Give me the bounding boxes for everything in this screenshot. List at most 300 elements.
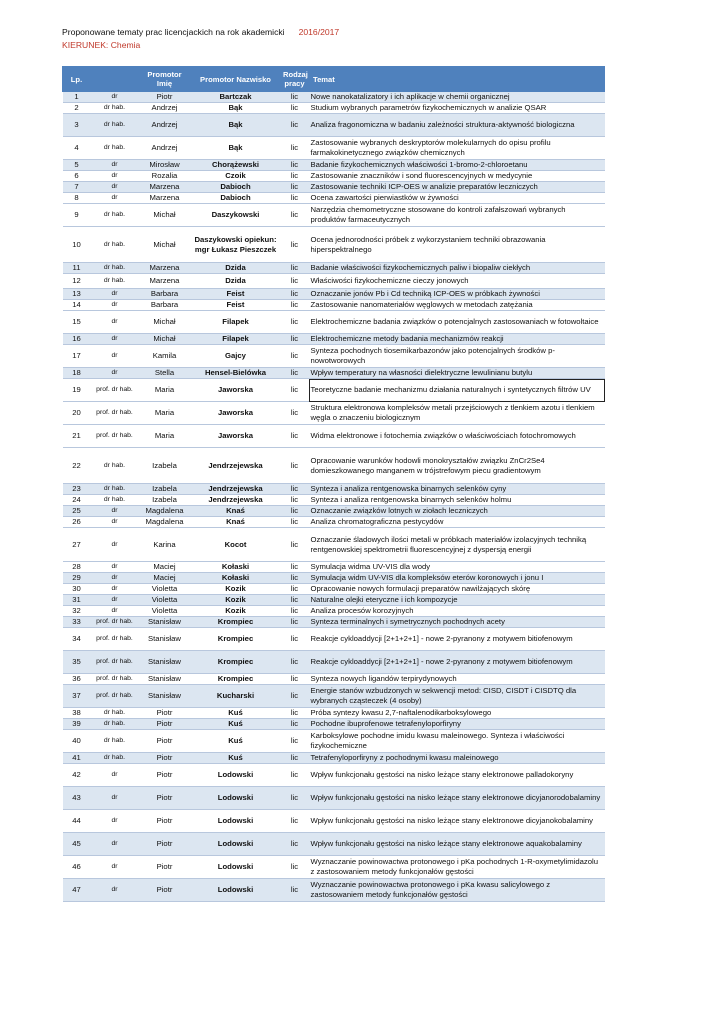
table-row [63,402,605,425]
cell-lp: 42 [63,764,91,787]
cell-type: lic [281,810,309,833]
cell-degree: dr [91,562,139,573]
cell-lp: 43 [63,787,91,810]
cell-first-name: Michał [139,311,191,334]
cell-type: lic [281,674,309,685]
cell-first-name: Stanisław [139,674,191,685]
cell-degree: dr [91,334,139,345]
department-label: KIERUNEK: Chemia [62,40,141,50]
table-row [63,103,605,114]
cell-first-name: Violetta [139,584,191,595]
cell-degree: dr hab. [91,484,139,495]
cell-first-name: Rozalia [139,171,191,182]
cell-type: lic [281,879,309,902]
table-row [63,114,605,137]
cell-topic: Synteza terminalnych i symetrycznych pochodnych acety [309,617,605,628]
cell-lp: 5 [63,160,91,171]
cell-first-name: Piotr [139,833,191,856]
cell-last-name: Knaś [191,517,281,528]
cell-first-name: Stella [139,368,191,379]
table-row [63,506,605,517]
cell-last-name: Kuś [191,708,281,719]
cell-first-name: Maria [139,425,191,448]
cell-last-name: Knaś [191,506,281,517]
cell-topic: Opracowanie nowych formulacji preparatów nawilżających skórę [309,584,605,595]
cell-first-name: Izabela [139,484,191,495]
cell-first-name: Maciej [139,562,191,573]
cell-last-name: Jaworska [191,402,281,425]
cell-type: lic [281,137,309,160]
cell-topic: Studium wybranych parametrów fizykochemicznych w analizie QSAR [309,103,605,114]
cell-topic: Próba syntezy kwasu 2,7-naftalenodikarboksylowego [309,708,605,719]
cell-lp: 18 [63,368,91,379]
cell-degree: dr hab. [91,708,139,719]
table-row [63,856,605,879]
cell-last-name: Kołaski [191,562,281,573]
cell-topic: Struktura elektronowa kompleksów metali przejściowych z tlenkiem azotu i tlenkiem węgla o znaczeniu biologicznym [309,402,605,425]
cell-degree: dr [91,528,139,562]
table-row [63,92,605,103]
cell-degree: dr hab. [91,114,139,137]
cell-lp: 46 [63,856,91,879]
cell-type: lic [281,448,309,484]
cell-degree: dr [91,856,139,879]
cell-degree: dr hab. [91,753,139,764]
table-row [63,719,605,730]
cell-degree: prof. dr hab. [91,425,139,448]
cell-last-name: Kuś [191,719,281,730]
cell-first-name: Mirosław [139,160,191,171]
cell-type: lic [281,311,309,334]
cell-first-name: Stanisław [139,685,191,708]
cell-type: lic [281,300,309,311]
cell-lp: 32 [63,606,91,617]
cell-last-name: Krompiec [191,651,281,674]
cell-last-name: Krompiec [191,674,281,685]
cell-topic: Analiza chromatograficzna pestycydów [309,517,605,528]
cell-lp: 30 [63,584,91,595]
cell-last-name: Feist [191,300,281,311]
cell-lp: 2 [63,103,91,114]
cell-degree: dr [91,300,139,311]
cell-lp: 16 [63,334,91,345]
cell-last-name: Bąk [191,103,281,114]
cell-last-name: Lodowski [191,764,281,787]
cell-degree: dr [91,345,139,368]
cell-first-name: Magdalena [139,517,191,528]
cell-lp: 27 [63,528,91,562]
cell-first-name: Izabela [139,495,191,506]
cell-lp: 21 [63,425,91,448]
cell-last-name: Dzida [191,263,281,274]
cell-last-name: Lodowski [191,856,281,879]
topics-table [62,66,605,902]
cell-type: lic [281,584,309,595]
table-row [63,193,605,204]
cell-degree: dr [91,787,139,810]
cell-last-name: Kozik [191,584,281,595]
cell-lp: 22 [63,448,91,484]
cell-topic: Narzędzia chemometryczne stosowane do kontroli zafałszowań wybranych produktów farmaceutycznych [309,204,605,227]
table-row [63,425,605,448]
cell-lp: 31 [63,595,91,606]
cell-topic: Oznaczanie śladowych ilości metali w próbkach materiałów izolacyjnych techniką rentgenowskiej spektrometrii fluorescencyjnej z dyspersją energii [309,528,605,562]
table-row [63,368,605,379]
cell-last-name: Jendrzejewska [191,448,281,484]
academic-year: 2016/2017 [298,27,340,37]
cell-topic: Właściwości fizykochemiczne cieczy jonowych [309,274,605,289]
cell-degree: dr [91,289,139,300]
cell-last-name: Chorążewski [191,160,281,171]
cell-type: lic [281,787,309,810]
cell-lp: 10 [63,227,91,263]
cell-last-name: Daszykowski [191,204,281,227]
cell-last-name: Czoik [191,171,281,182]
cell-type: lic [281,193,309,204]
cell-degree: dr hab. [91,103,139,114]
cell-type: lic [281,506,309,517]
cell-degree: dr [91,810,139,833]
table-row [63,685,605,708]
cell-degree: dr [91,606,139,617]
cell-type: lic [281,495,309,506]
table-row [63,879,605,902]
cell-type: lic [281,595,309,606]
cell-lp: 12 [63,274,91,289]
cell-topic: Naturalne olejki eteryczne i ich kompozycje [309,595,605,606]
cell-last-name: Bartczak [191,92,281,103]
cell-lp: 13 [63,289,91,300]
cell-type: lic [281,528,309,562]
cell-degree: dr hab. [91,495,139,506]
cell-first-name: Kamila [139,345,191,368]
table-row [63,495,605,506]
table-row [63,617,605,628]
table-row [63,448,605,484]
cell-topic: Zastosowanie znaczników i sond fluorescencyjnych w medycynie [309,171,605,182]
cell-lp: 23 [63,484,91,495]
cell-topic: Karboksylowe pochodne imidu kwasu maleinowego. Synteza i właściwości fizykochemiczne [309,730,605,753]
table-row [63,263,605,274]
cell-topic: Elektrochemiczne metody badania mechanizmów reakcji [309,334,605,345]
table-row [63,674,605,685]
cell-topic: Reakcje cykloaddycji [2+1+2+1] - nowe 2-pyranony z motywem bitiofenowym [309,651,605,674]
cell-last-name: Kołaski [191,573,281,584]
cell-type: lic [281,289,309,300]
cell-degree: dr [91,92,139,103]
cell-last-name: Kucharski [191,685,281,708]
table-header-row [63,67,605,92]
cell-type: lic [281,573,309,584]
cell-lp: 28 [63,562,91,573]
table-row [63,484,605,495]
cell-type: lic [281,204,309,227]
cell-topic: Symulacja widm UV-VIS dla kompleksów eterów koronowych i jonu I [309,573,605,584]
cell-degree: dr hab. [91,227,139,263]
cell-type: lic [281,517,309,528]
title-text: Proponowane tematy prac licencjackich na rok akademicki [62,27,285,37]
table-row [63,730,605,753]
cell-lp: 4 [63,137,91,160]
cell-topic: Symulacja widma UV-VIS dla wody [309,562,605,573]
cell-type: lic [281,263,309,274]
cell-last-name: Bąk [191,114,281,137]
cell-type: lic [281,402,309,425]
cell-last-name: Filapek [191,311,281,334]
cell-lp: 37 [63,685,91,708]
cell-last-name: Lodowski [191,879,281,902]
cell-last-name: Dabioch [191,193,281,204]
cell-last-name: Lodowski [191,787,281,810]
cell-last-name: Krompiec [191,617,281,628]
cell-topic: Zastosowanie techniki ICP-OES w analizie preparatów leczniczych [309,182,605,193]
cell-lp: 15 [63,311,91,334]
cell-type: lic [281,334,309,345]
cell-last-name: Filapek [191,334,281,345]
cell-last-name: Lodowski [191,833,281,856]
cell-topic: Energie stanów wzbudzonych w sekwencji metod: CISD, CISDT i CISDTQ dla wybranych cząsteczek (4 osoby) [309,685,605,708]
cell-topic: Zastosowanie wybranych deskryptorów molekularnych do opisu profilu farmakokinetycznego związków chemicznych [309,137,605,160]
cell-first-name: Piotr [139,787,191,810]
cell-first-name: Piotr [139,92,191,103]
cell-last-name: Dzida [191,274,281,289]
cell-last-name: Kozik [191,606,281,617]
cell-first-name: Michał [139,227,191,263]
cell-last-name: Kocot [191,528,281,562]
cell-first-name: Piotr [139,719,191,730]
cell-topic: Wyznaczanie powinowactwa protonowego i pKa kwasu salicylowego z zastosowaniem metody funkcjonałów gęstości [309,879,605,902]
cell-topic: Synteza i analiza rentgenowska binarnych selenków cyny [309,484,605,495]
cell-degree: dr [91,160,139,171]
cell-type: lic [281,617,309,628]
cell-last-name: Hensel-Bielówka [191,368,281,379]
cell-last-name: Daszykowski opiekun: mgr Łukasz Pieszczek [191,227,281,263]
cell-type: lic [281,425,309,448]
cell-degree: dr hab. [91,263,139,274]
cell-lp: 24 [63,495,91,506]
cell-topic: Synteza i analiza rentgenowska binarnych selenków holmu [309,495,605,506]
cell-last-name: Kozik [191,595,281,606]
cell-lp: 33 [63,617,91,628]
cell-last-name: Bąk [191,137,281,160]
cell-lp: 45 [63,833,91,856]
cell-type: lic [281,182,309,193]
table-row [63,137,605,160]
cell-first-name: Maciej [139,573,191,584]
cell-topic: Wpływ funkcjonału gęstości na nisko leżące stany elektronowe dicyjanorodobalaminy [309,787,605,810]
cell-last-name: Kuś [191,730,281,753]
cell-degree: dr [91,879,139,902]
table-row [63,379,605,402]
cell-first-name: Michał [139,334,191,345]
cell-type: lic [281,379,309,402]
cell-degree: dr hab. [91,274,139,289]
cell-lp: 29 [63,573,91,584]
cell-last-name: Jaworska [191,379,281,402]
cell-topic: Widma elektronowe i fotochemia związków o właściwościach fotochromowych [309,425,605,448]
cell-type: lic [281,227,309,263]
cell-degree: dr [91,833,139,856]
cell-type: lic [281,753,309,764]
cell-lp: 44 [63,810,91,833]
column-header-topic: Temat [309,67,605,92]
cell-first-name: Stanisław [139,651,191,674]
cell-first-name: Barbara [139,289,191,300]
cell-degree: prof. dr hab. [91,685,139,708]
cell-first-name: Michał [139,204,191,227]
cell-last-name: Lodowski [191,810,281,833]
table-row [63,651,605,674]
table-row [63,528,605,562]
cell-lp: 1 [63,92,91,103]
cell-type: lic [281,345,309,368]
cell-topic: Wyznaczanie powinowactwa protonowego i pKa pochodnych 1-R-oxymetylimidazolu z zastosowaniem metody funkcjonałów gęstości [309,856,605,879]
cell-degree: dr hab. [91,719,139,730]
cell-topic: Zastosowanie nanomateriałów węglowych w metodach zatężania [309,300,605,311]
table-row [63,764,605,787]
cell-topic: Oznaczanie jonów Pb i Cd techniką ICP-OES w próbkach żywności [309,289,605,300]
table-row [63,227,605,263]
table-row [63,787,605,810]
cell-type: lic [281,484,309,495]
cell-type: lic [281,171,309,182]
table-row [63,345,605,368]
cell-type: lic [281,274,309,289]
cell-last-name: Jaworska [191,425,281,448]
cell-first-name: Andrzej [139,114,191,137]
cell-topic: Synteza nowych ligandów terpirydynowych [309,674,605,685]
cell-topic: Analiza fragonomiczna w badaniu zależności struktura-aktywność biologiczna [309,114,605,137]
cell-first-name: Magdalena [139,506,191,517]
cell-topic: Badanie fizykochemicznych właściwości 1-bromo-2-chloroetanu [309,160,605,171]
cell-first-name: Stanisław [139,628,191,651]
cell-topic: Ocena jednorodności próbek z wykorzystaniem techniki obrazowania hiperspektralnego [309,227,605,263]
cell-degree: prof. dr hab. [91,617,139,628]
cell-topic: Elektrochemiczne badania związków o potencjalnych zastosowaniach w fotowoltaice [309,311,605,334]
cell-degree: prof. dr hab. [91,379,139,402]
cell-first-name: Piotr [139,879,191,902]
cell-last-name: Jendrzejewska [191,495,281,506]
table-row [63,171,605,182]
cell-first-name: Piotr [139,730,191,753]
cell-degree: prof. dr hab. [91,674,139,685]
cell-first-name: Violetta [139,606,191,617]
cell-topic: Teoretyczne badanie mechanizmu działania naturalnych i syntetycznych filtrów UV [309,379,605,402]
cell-last-name: Krompiec [191,628,281,651]
cell-topic: Wpływ temperatury na własności dielektryczne lewulinianu butylu [309,368,605,379]
cell-lp: 14 [63,300,91,311]
cell-first-name: Andrzej [139,103,191,114]
table-row [63,628,605,651]
cell-first-name: Marzena [139,193,191,204]
cell-first-name: Marzena [139,263,191,274]
cell-first-name: Maria [139,379,191,402]
cell-degree: dr [91,368,139,379]
cell-lp: 20 [63,402,91,425]
cell-lp: 7 [63,182,91,193]
cell-lp: 40 [63,730,91,753]
table-row [63,606,605,617]
cell-last-name: Jendrzejewska [191,484,281,495]
column-header-degree [91,67,139,92]
table-row [63,595,605,606]
cell-degree: prof. dr hab. [91,651,139,674]
cell-lp: 17 [63,345,91,368]
cell-degree: dr [91,573,139,584]
cell-degree: dr [91,311,139,334]
table-row [63,810,605,833]
cell-lp: 19 [63,379,91,402]
cell-last-name: Dabioch [191,182,281,193]
cell-first-name: Stanisław [139,617,191,628]
cell-topic: Pochodne ibuprofenowe tetrafenyloporfiryny [309,719,605,730]
cell-degree: dr [91,193,139,204]
cell-topic: Synteza pochodnych tiosemikarbazonów jako potencjalnych środków p-nowotworowych [309,345,605,368]
cell-type: lic [281,114,309,137]
table-row [63,289,605,300]
cell-lp: 38 [63,708,91,719]
cell-first-name: Violetta [139,595,191,606]
cell-lp: 8 [63,193,91,204]
cell-topic: Ocena zawartości pierwiastków w żywności [309,193,605,204]
cell-topic: Tetrafenyloporfiryny z pochodnymi kwasu maleinowego [309,753,605,764]
cell-first-name: Piotr [139,753,191,764]
table-row [63,160,605,171]
cell-lp: 25 [63,506,91,517]
column-header-first-name: Promotor Imię [139,67,191,92]
cell-lp: 3 [63,114,91,137]
cell-first-name: Andrzej [139,137,191,160]
cell-type: lic [281,764,309,787]
cell-topic: Reakcje cykloaddycji [2+1+2+1] - nowe 2-pyranony z motywem bitiofenowym [309,628,605,651]
cell-lp: 36 [63,674,91,685]
cell-last-name: Gajcy [191,345,281,368]
cell-first-name: Piotr [139,856,191,879]
cell-last-name: Feist [191,289,281,300]
cell-first-name: Marzena [139,274,191,289]
cell-type: lic [281,730,309,753]
cell-type: lic [281,103,309,114]
cell-first-name: Marzena [139,182,191,193]
cell-topic: Nowe nanokatalizatory i ich aplikacje w chemii organicznej [309,92,605,103]
cell-type: lic [281,833,309,856]
cell-degree: dr [91,517,139,528]
cell-type: lic [281,685,309,708]
cell-degree: dr hab. [91,137,139,160]
cell-topic: Opracowanie warunków hodowli monokryształów związku ZnCr2Se4 domieszkowanego manganem w trójstrefowym piecu gradientowym [309,448,605,484]
cell-topic: Analiza procesów korozyjnych [309,606,605,617]
table-row [63,204,605,227]
cell-degree: dr [91,584,139,595]
cell-degree: dr [91,182,139,193]
cell-topic: Wpływ funkcjonału gęstości na nisko leżące stany elektronowe dicyjanokobalaminy [309,810,605,833]
table-row [63,753,605,764]
table-row [63,562,605,573]
cell-topic: Badanie właściwości fizykochemicznych paliw i biopaliw ciekłych [309,263,605,274]
cell-first-name: Barbara [139,300,191,311]
cell-type: lic [281,92,309,103]
cell-first-name: Izabela [139,448,191,484]
cell-first-name: Maria [139,402,191,425]
cell-lp: 47 [63,879,91,902]
table-row [63,573,605,584]
table-row [63,274,605,289]
table-row [63,708,605,719]
table-row [63,182,605,193]
cell-lp: 34 [63,628,91,651]
cell-type: lic [281,368,309,379]
cell-lp: 35 [63,651,91,674]
